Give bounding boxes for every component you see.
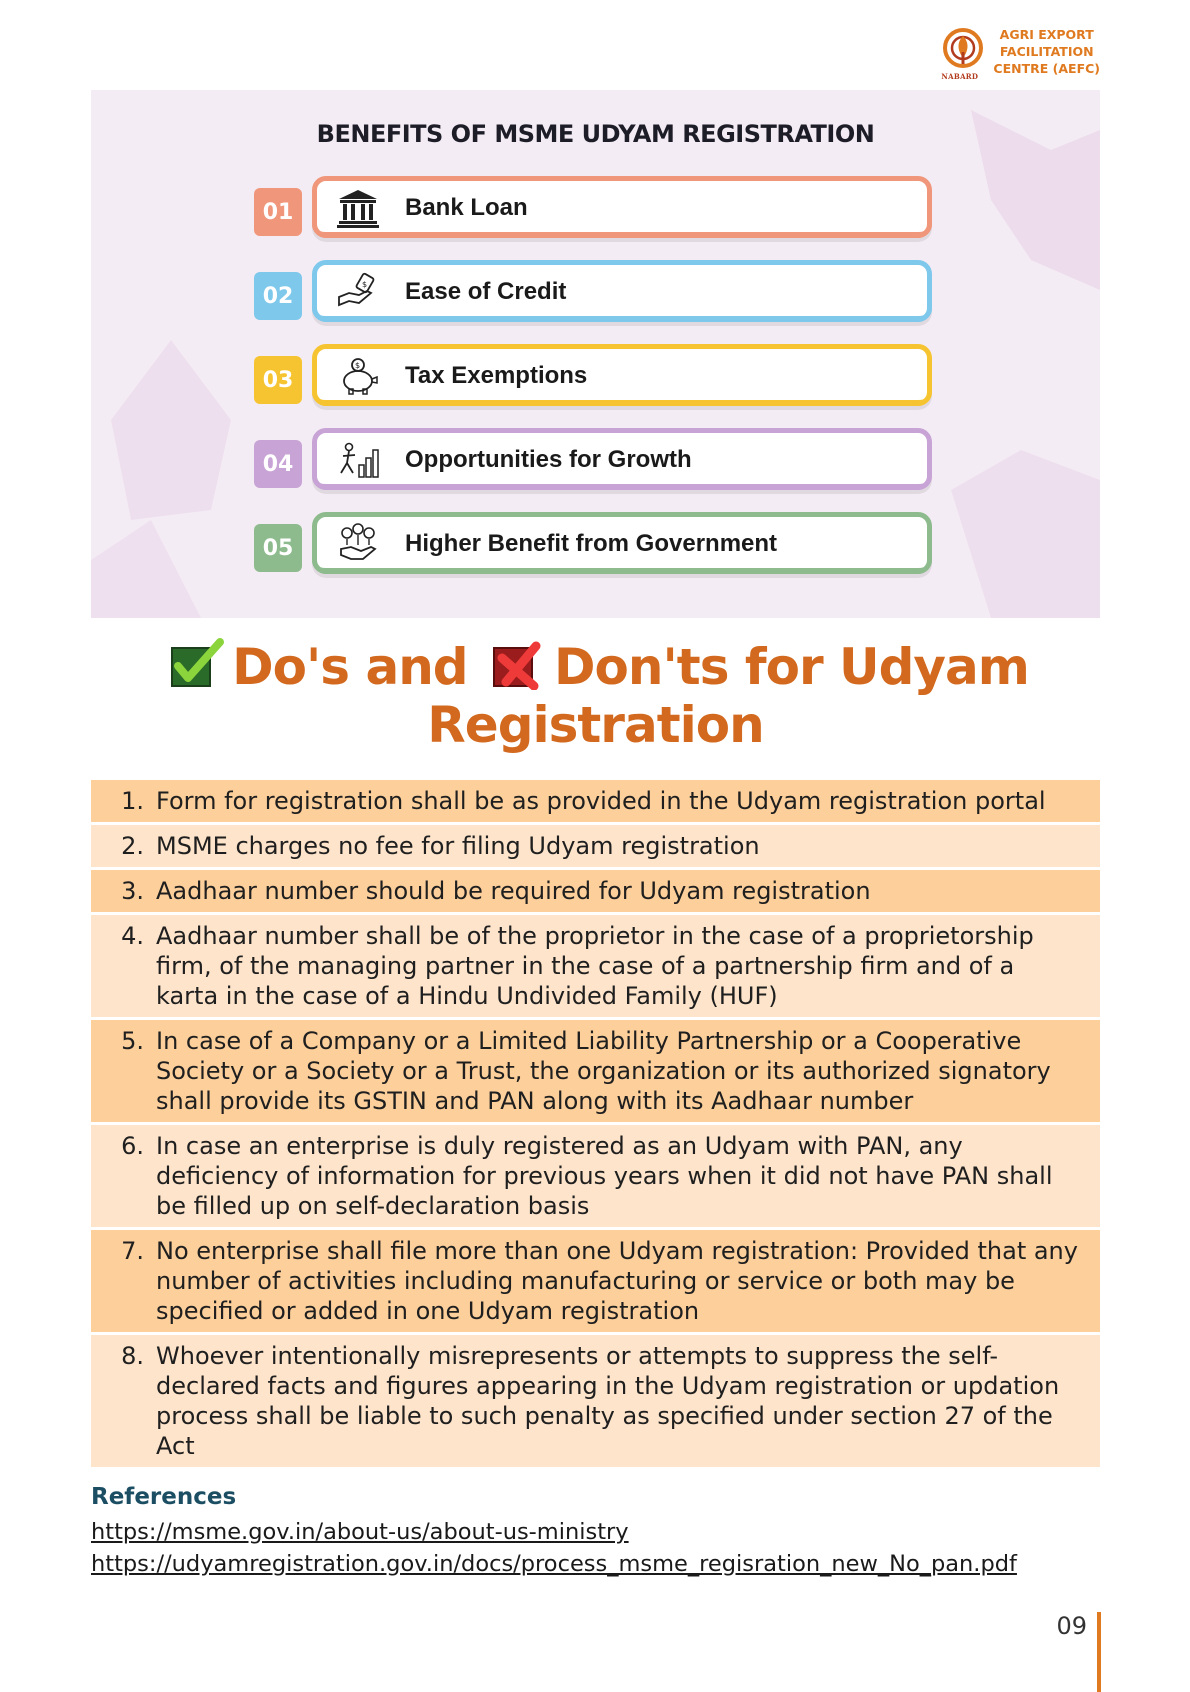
page-number: 09 — [1056, 1612, 1087, 1640]
dos-donts-list — [91, 780, 1100, 1470]
list-item — [91, 780, 1100, 825]
list-item-number: 3. — [121, 877, 144, 905]
list-item — [91, 1125, 1100, 1230]
benefit-label: Tax Exemptions — [405, 362, 588, 389]
benefit-number: 02 — [254, 272, 302, 320]
list-item-number: 5. — [121, 1027, 144, 1055]
benefit-number: 05 — [254, 524, 302, 572]
list-item-number: 7. — [121, 1237, 144, 1265]
list-item-text: In case of a Company or a Limited Liability Partnership or a Cooperative Society or a Society or a Trust, the organization or its authorized signatory shall provide its GSTIN and PAN along with its Aadhaar number — [156, 1027, 1051, 1115]
benefit-row-government-benefit — [254, 512, 944, 576]
logo-line-3: CENTRE (AEFC) — [993, 61, 1100, 76]
aefc-logo — [941, 26, 1100, 84]
list-item-text: No enterprise shall file more than one Udyam registration: Provided that any number of activities including manufacturing or service or both may be specified or added in one Udyam registration — [156, 1237, 1078, 1325]
list-item — [91, 825, 1100, 870]
benefit-label: Ease of Credit — [405, 278, 567, 305]
svg-text:$: $ — [362, 280, 368, 289]
benefits-panel — [91, 90, 1100, 618]
list-item-number: 8. — [121, 1342, 144, 1370]
dos-donts-heading — [91, 636, 1100, 754]
benefit-card — [312, 428, 932, 490]
references-title: References — [91, 1484, 237, 1510]
list-item — [91, 1020, 1100, 1125]
list-item-number: 1. — [121, 787, 144, 815]
nabard-emblem-icon — [941, 26, 985, 72]
benefit-row-tax-exemptions — [254, 344, 944, 408]
list-item — [91, 870, 1100, 915]
list-item — [91, 1230, 1100, 1335]
benefit-label: Opportunities for Growth — [405, 446, 692, 473]
benefit-row-ease-of-credit — [254, 260, 944, 324]
list-item — [91, 915, 1100, 1020]
benefit-card — [312, 260, 932, 322]
logo-line-1: AGRI EXPORT — [999, 27, 1094, 42]
growth-icon — [337, 439, 379, 481]
benefits-title: BENEFITS OF MSME UDYAM REGISTRATION — [316, 120, 875, 148]
benefit-row-bank-loan — [254, 176, 944, 240]
piggy-bank-icon — [337, 355, 379, 397]
benefit-card — [312, 176, 932, 238]
benefit-number: 03 — [254, 356, 302, 404]
list-item-number: 4. — [121, 922, 144, 950]
bank-icon — [337, 187, 379, 229]
benefit-number: 01 — [254, 188, 302, 236]
list-item — [91, 1335, 1100, 1470]
benefit-number: 04 — [254, 440, 302, 488]
reference-link-udyam[interactable]: https://udyamregistration.gov.in/docs/process_msme_regisration_new_No_pan.pdf — [91, 1551, 1017, 1577]
list-item-text: MSME charges no fee for filing Udyam registration — [156, 832, 760, 860]
cross-mark-icon — [490, 636, 548, 690]
benefit-label: Higher Benefit from Government — [405, 530, 778, 557]
check-mark-icon — [168, 636, 226, 690]
list-item-text: Whoever intentionally misrepresents or attempts to suppress the self-declared facts and figures appearing in the Udyam registration or updation process shall be liable to such penalty as specified under section 27 of the Act — [156, 1342, 1060, 1460]
references-section — [91, 1484, 1111, 1580]
list-item-text: Aadhaar number should be required for Udyam registration — [156, 877, 871, 905]
list-item-number: 2. — [121, 832, 144, 860]
page-number-bar — [1097, 1612, 1101, 1692]
aefc-name — [993, 26, 1100, 77]
nabard-emblem — [941, 26, 985, 84]
reference-link-msme[interactable]: https://msme.gov.in/about-us/about-us-ministry — [91, 1519, 629, 1545]
benefit-card — [312, 512, 932, 574]
benefit-label: Bank Loan — [405, 194, 528, 221]
benefit-row-growth — [254, 428, 944, 492]
heading-line-2: Registration — [427, 696, 764, 754]
coins-hand-icon — [337, 523, 379, 565]
list-item-text: Aadhaar number shall be of the proprietor in the case of a proprietorship firm, of the managing partner in the case of a partnership firm and of a karta in the case of a Hindu Undivided Family (HUF) — [156, 922, 1034, 1010]
heading-part-1: Do's and — [232, 638, 468, 696]
heading-part-2: Don'ts for Udyam — [554, 638, 1029, 696]
list-item-text: Form for registration shall be as provided in the Udyam registration portal — [156, 787, 1046, 815]
logo-line-2: FACILITATION — [999, 44, 1094, 59]
list-item-number: 6. — [121, 1132, 144, 1160]
nabard-label: NABARD — [941, 72, 979, 81]
benefit-card — [312, 344, 932, 406]
list-item-text: In case an enterprise is duly registered as an Udyam with PAN, any deficiency of information for previous years when it did not have PAN shall be filled up on self-declaration basis — [156, 1132, 1053, 1220]
credit-hand-icon — [337, 271, 379, 313]
svg-text:$: $ — [355, 361, 361, 370]
